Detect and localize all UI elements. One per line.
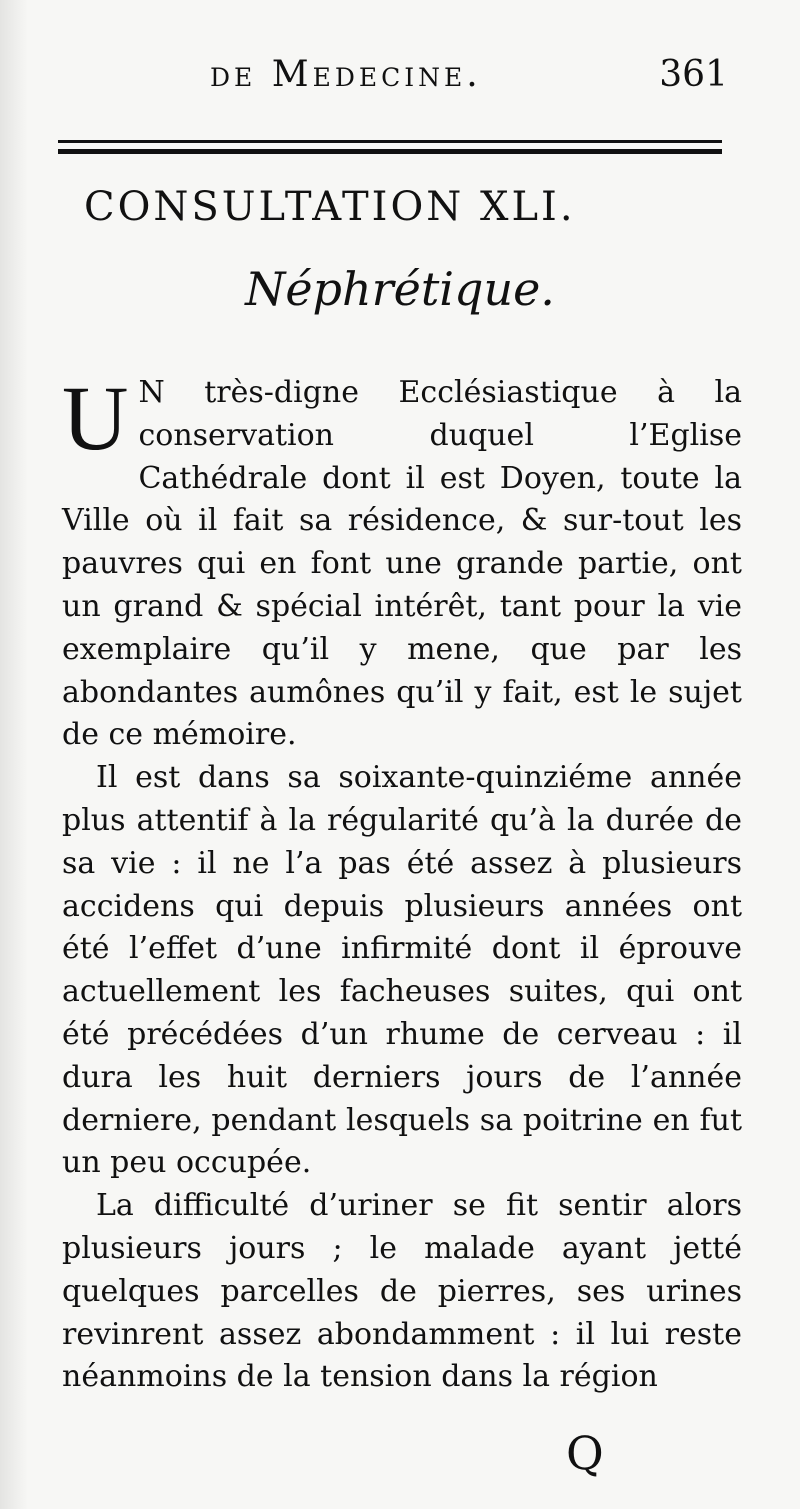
header-rule [58,140,722,154]
running-head [60,50,740,100]
paragraph-1 [62,367,742,757]
subheading: Néphrétique. [245,262,555,316]
running-title: de Medecine. [210,54,482,95]
gutter-shadow [0,0,28,1509]
signature-mark: Q [566,1426,604,1480]
paragraph-3: La difficulté d’uriner se fit sentir alors plusieurs jours ; le malade ayant jetté quelques parcelles de pierres, ses urines revinrent assez abondamment : il lui reste néanmoins de la tension dans la région [62,1188,742,1395]
drop-cap: U [62,367,129,469]
page-number: 361 [659,54,728,95]
body-text [62,367,742,1399]
chapter-heading: CONSULTATION XLI. [84,184,576,230]
paragraph-1-text: N très-digne Ecclésiastique à la conservation duquel l’Eglise Cathédrale dont il est Doyen, toute la Ville où il fait sa résidence, & sur-tout les pauvres qui en font une grande partie, ont un grand & spécial intérêt, tant pour la vie exemplaire qu’il y mene, que par les abondantes aumônes qu’il y fait, est le sujet de ce mémoire. [62,375,742,753]
paragraph-2: Il est dans sa soixante-quinziéme année plus attentif à la régularité qu’à la durée de sa vie : il ne l’a pas été assez à plusieurs accidens qui depuis plusieurs années ont été l’effet d’une infirmité dont il éprouve actuellement les facheuses suites, qui ont été précédées d’un rhume de cerveau : il dura les huit derniers jours de l’année derniere, pendant lesquels sa poitrine en fut un peu occupée. [62,760,742,1181]
